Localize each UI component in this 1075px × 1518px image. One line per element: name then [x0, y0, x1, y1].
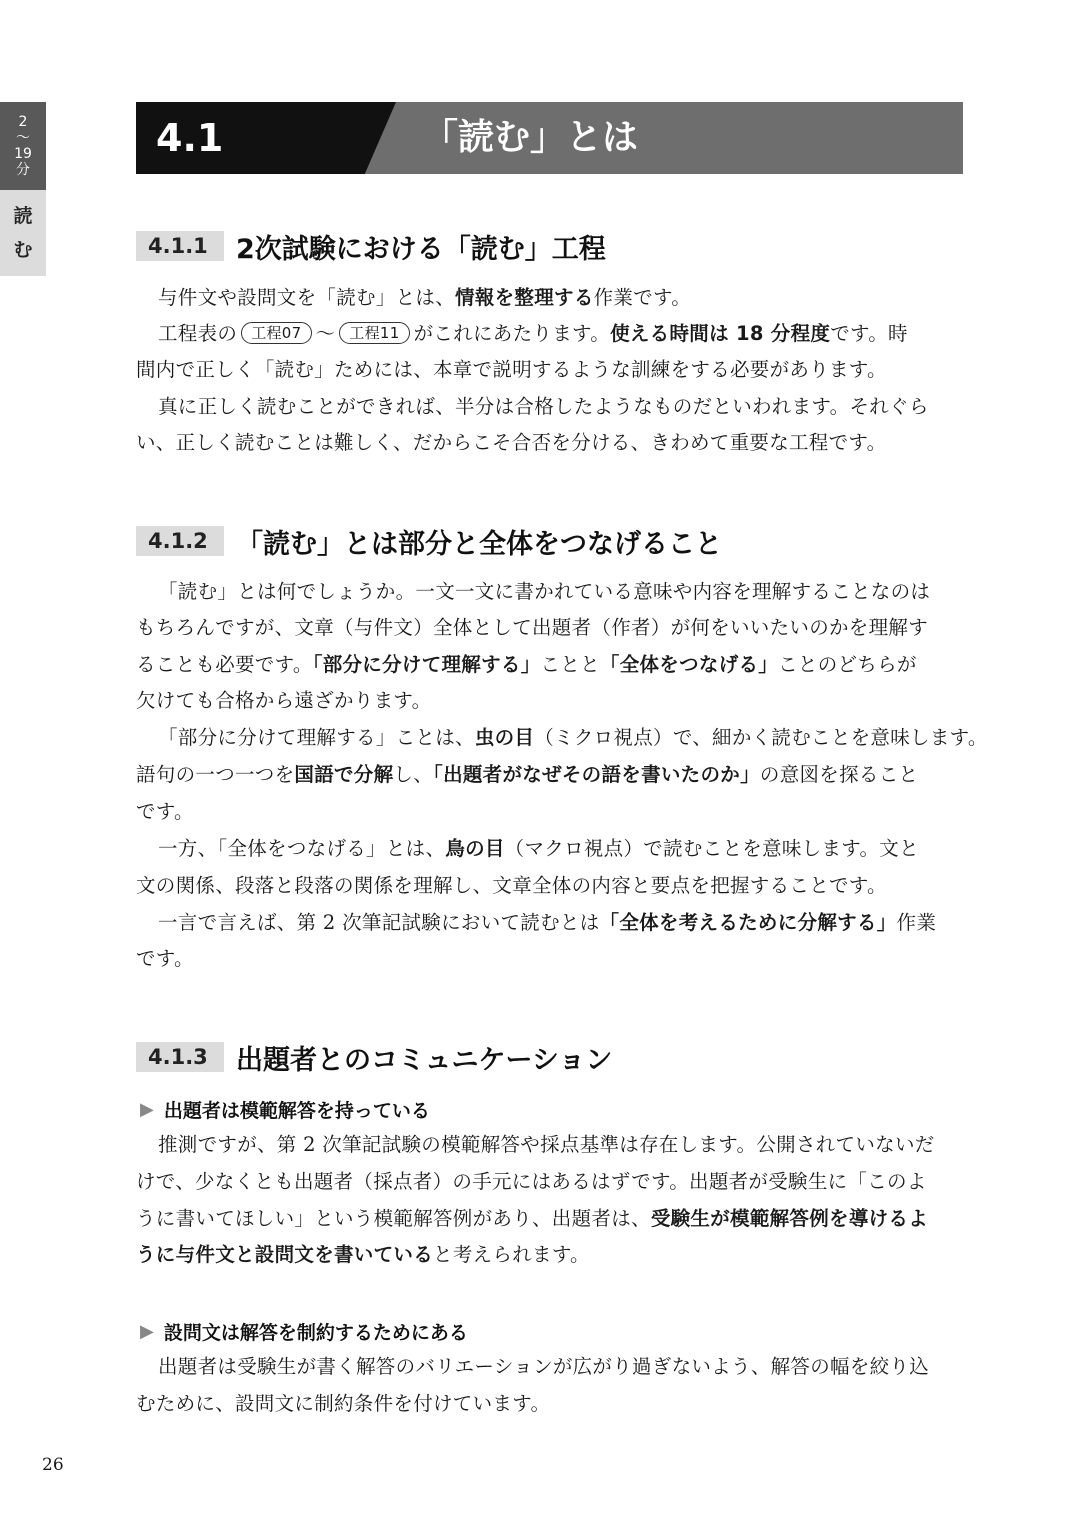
process-tag: 工程11: [339, 322, 409, 344]
side-tab-time-line: 〜: [16, 130, 30, 146]
paragraph-line: 出題者は受験生が書く解答のバリエーションが広がり過ぎないよう、解答の幅を絞り込: [158, 1355, 930, 1378]
section-number: 4.1.1: [136, 231, 224, 261]
bold-text: 「全体を考えるために分解する」: [599, 911, 897, 934]
text: と考えられます。: [433, 1243, 590, 1266]
paragraph-line: [136, 1202, 966, 1236]
page-number: 26: [42, 1455, 64, 1475]
section-heading: [136, 526, 722, 560]
bold-text: 使える時間は 18 分程度: [610, 322, 831, 345]
paragraph-line: です。: [136, 947, 194, 970]
bold-text: 鳥の目: [445, 837, 505, 860]
paragraph-line: 「読む」とは何でしょうか。一文一文に書かれている意味や内容を理解することなのは: [158, 580, 931, 603]
bold-text: 国語で分解: [294, 763, 394, 786]
triangle-bullet-icon: ▶: [140, 1320, 154, 1342]
side-tab-time-line: 19: [14, 146, 32, 162]
paragraph-line: [158, 281, 966, 315]
paragraph-line: [158, 906, 966, 940]
bold-text: 「全体をつなげる」: [599, 653, 779, 676]
text: の意図を探ること: [759, 763, 919, 786]
text: ことのどちらが: [778, 653, 917, 676]
text: 一方、「全体をつなげる」とは、: [158, 837, 446, 860]
paragraph-line: [136, 1238, 966, 1272]
text: 与件文や設問文を「読む」とは、: [158, 286, 456, 309]
bold-text: うに与件文と設問文を書いている: [136, 1243, 434, 1266]
paragraph-line: 間内で正しく「読む」ためには、本章で説明するような訓練をする必要があります。: [136, 358, 887, 381]
bold-text: 虫の目: [474, 726, 535, 749]
side-tab-time-line: 分: [16, 162, 30, 178]
chapter-number: 4.1: [156, 116, 224, 160]
text: 工程表の: [158, 322, 238, 345]
section-number: 4.1.3: [136, 1042, 224, 1072]
paragraph-line: もちろんですが、文章（与件文）全体として出題者（作者）が何をいいたいのかを理解す: [136, 616, 929, 639]
text: 〜: [315, 322, 336, 345]
bold-text: 情報を整理する: [455, 286, 594, 309]
section-title: 出題者とのコミュニケーション: [236, 1044, 613, 1076]
text: ることも必要です。: [136, 653, 313, 676]
bold-text: 「出題者がなぜその語を書いたのか」: [433, 763, 760, 786]
subheading-title: 設問文は解答を制約するためにある: [163, 1321, 468, 1344]
text: です。時: [830, 322, 908, 345]
text: 作業です。: [593, 286, 692, 309]
subheading-title: 出題者は模範解答を持っている: [163, 1099, 430, 1122]
text: がこれにあたります。: [413, 322, 611, 345]
paragraph-line: い、正しく読むことは難しく、だからこそ合否を分ける、きわめて重要な工程です。: [136, 431, 887, 454]
paragraph-line: むために、設問文に制約条件を付けています。: [136, 1392, 551, 1415]
paragraph-line: 推測ですが、第 2 次筆記試験の模範解答や採点基準は存在します。公開されていないだ: [158, 1133, 935, 1156]
process-tag: 工程07: [241, 322, 311, 344]
subheading: [140, 1095, 430, 1123]
section-heading: [136, 231, 606, 265]
paragraph-line: [136, 758, 966, 792]
side-tab-chapter: [0, 190, 46, 276]
side-tab-chapter-char: 読: [13, 205, 33, 227]
text: 「部分に分けて理解する」ことは、: [158, 726, 475, 749]
text: 語句の一つ一つを: [136, 763, 295, 786]
side-tab: [0, 102, 46, 276]
paragraph-line: 文の関係、段落と段落の関係を理解し、文章全体の内容と要点を把握することです。: [136, 874, 887, 897]
side-tab-time-line: 2: [18, 114, 28, 130]
text: し、: [393, 763, 434, 786]
side-tab-time: [0, 102, 46, 190]
section-heading: [136, 1042, 613, 1076]
text: ことと: [540, 653, 600, 676]
text: （マクロ視点）で読むことを意味します。文と: [504, 837, 919, 860]
section-title: 「読む」とは部分と全体をつなげること: [236, 528, 722, 560]
paragraph-line: けで、少なくとも出題者（採点者）の手元にはあるはずです。出題者が受験生に「このよ: [136, 1170, 927, 1193]
text: （ミクロ視点）で、細かく読むことを意味します。: [534, 726, 988, 749]
paragraph-line: [158, 832, 966, 866]
text: うに書いてほしい」という模範解答例があり、出題者は、: [136, 1207, 651, 1230]
section-number: 4.1.2: [136, 526, 224, 556]
paragraph-line: 欠けても合格から遠ざかります。: [136, 689, 432, 712]
bold-text: 受験生が模範解答例を導けるよ: [650, 1207, 929, 1230]
paragraph-line: [136, 648, 966, 682]
paragraph-line: [158, 317, 966, 351]
section-title: 2次試験における「読む」工程: [236, 233, 606, 265]
chapter-title: 「読む」とは: [422, 117, 639, 158]
triangle-bullet-icon: ▶: [140, 1098, 154, 1120]
text: 一言で言えば、第 2 次筆記試験において読むとは: [158, 911, 600, 934]
text: 作業: [896, 911, 937, 934]
side-tab-chapter-char: む: [13, 239, 33, 261]
subheading: [140, 1317, 468, 1345]
chapter-banner: [136, 102, 963, 174]
bold-text: 「部分に分けて理解する」: [312, 653, 541, 676]
paragraph-line: です。: [136, 800, 194, 823]
paragraph-line: 真に正しく読むことができれば、半分は合格したようなものだといわれます。それぐら: [158, 395, 929, 418]
paragraph-line: [158, 721, 988, 755]
